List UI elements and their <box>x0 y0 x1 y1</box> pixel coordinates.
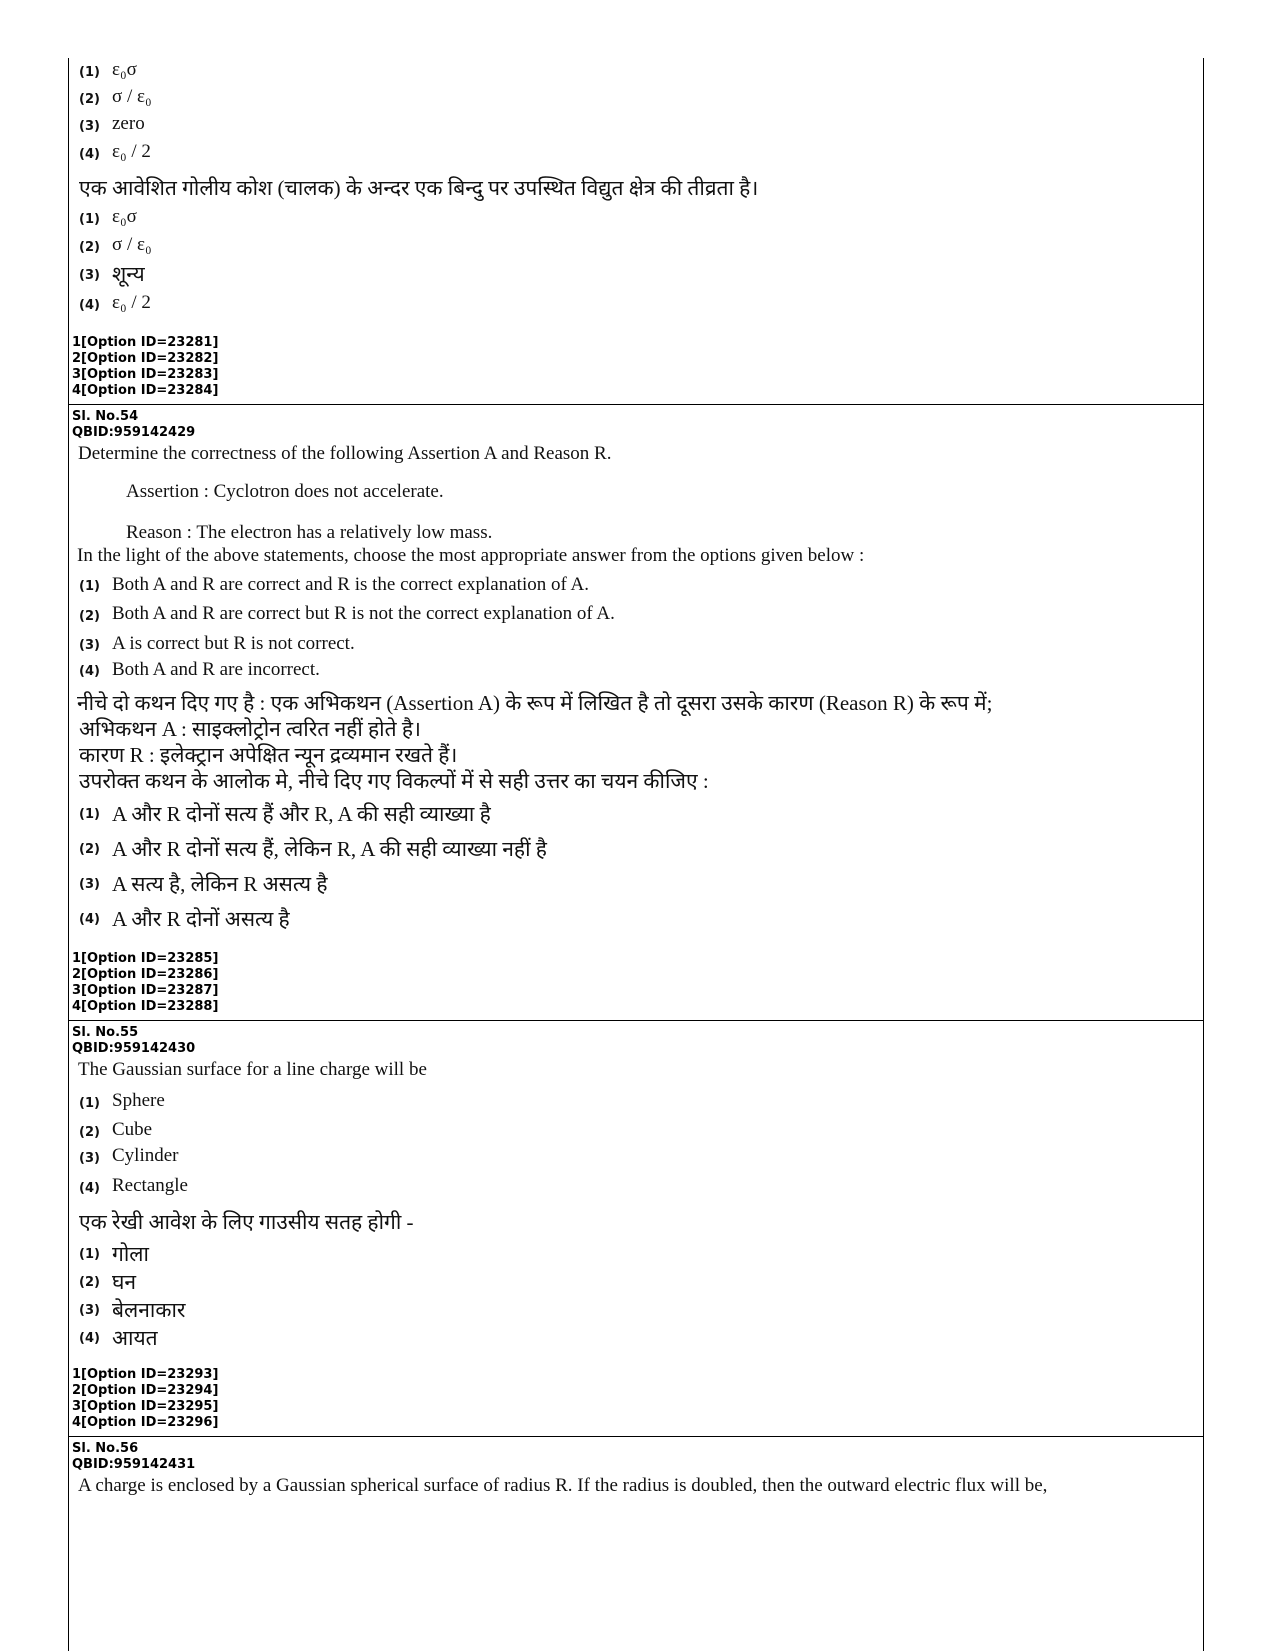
option-number: (4) <box>79 912 100 927</box>
option-number: (4) <box>79 1331 100 1346</box>
question-text-english: The Gaussian surface for a line charge will be <box>78 1059 427 1080</box>
option-text: Cube <box>112 1119 153 1140</box>
option-text: ε₀ / 2 <box>112 141 151 162</box>
option-id: 4[Option ID=23284] <box>72 383 219 398</box>
option-text: σ / ε₀ <box>112 86 152 107</box>
option-text: A और R दोनों सत्य हैं, लेकिन R, A की सही व्याख्या नहीं है <box>112 837 547 861</box>
option-text: Sphere <box>112 1090 165 1111</box>
option-text: σ / ε₀ <box>112 234 152 255</box>
option-number: (2) <box>79 92 100 107</box>
option-number: (3) <box>79 877 100 892</box>
option-id: 3[Option ID=23287] <box>72 983 219 998</box>
question-text-english: A charge is enclosed by a Gaussian spherical surface of radius R. If the radius is doubled, then the outward electric flux will be, <box>78 1475 1048 1496</box>
option-text: Rectangle <box>112 1175 188 1196</box>
option-text: zero <box>112 113 145 134</box>
intro-hindi: नीचे दो कथन दिए गए है : एक अभिकथन (Assertion A) के रूप में लिखित है तो दूसरा उसके कारण (Reason R) के रूप में; <box>77 691 993 715</box>
option-id: 2[Option ID=23282] <box>72 351 219 366</box>
assertion-hindi: अभिकथन A : साइक्लोट्रोन त्वरित नहीं होते है। <box>79 717 421 741</box>
prompt-english: In the light of the above statements, choose the most appropriate answer from the options given below : <box>77 545 865 566</box>
option-number: (4) <box>79 147 100 162</box>
option-number: (3) <box>79 268 100 283</box>
option-text: शून्य <box>112 262 145 286</box>
option-number: (4) <box>79 298 100 313</box>
question-text-english: Determine the correctness of the following Assertion A and Reason R. <box>78 443 612 464</box>
option-number: (1) <box>79 212 100 227</box>
question-id: QBID:959142430 <box>72 1041 196 1056</box>
option-text: A और R दोनों सत्य हैं और R, A की सही व्याख्या है <box>112 802 491 826</box>
option-text: Cylinder <box>112 1145 179 1166</box>
option-text: आयत <box>112 1326 158 1350</box>
option-text: Both A and R are correct and R is the correct explanation of A. <box>112 574 589 595</box>
option-text: A और R दोनों असत्य है <box>112 907 290 931</box>
option-number: (2) <box>79 1125 100 1140</box>
question-paper-page <box>68 58 1204 1651</box>
question-id: QBID:959142429 <box>72 425 196 440</box>
option-number: (2) <box>79 609 100 624</box>
question-id: QBID:959142431 <box>72 1457 196 1472</box>
section-divider <box>69 1436 1203 1437</box>
option-number: (2) <box>79 842 100 857</box>
option-id: 2[Option ID=23294] <box>72 1383 219 1398</box>
option-text: A is correct but R is not correct. <box>112 633 355 654</box>
option-number: (2) <box>79 1275 100 1290</box>
option-text: Both A and R are incorrect. <box>112 659 320 680</box>
option-number: (1) <box>79 807 100 822</box>
serial-number: Sl. No.54 <box>72 409 139 424</box>
option-text: A सत्य है, लेकिन R असत्य है <box>112 872 328 896</box>
option-number: (3) <box>79 119 100 134</box>
option-number: (3) <box>79 1303 100 1318</box>
option-text: Both A and R are correct but R is not the correct explanation of A. <box>112 603 615 624</box>
option-id: 4[Option ID=23288] <box>72 999 219 1014</box>
option-number: (3) <box>79 638 100 653</box>
reason-hindi: कारण R : इलेक्ट्रान अपेक्षित न्यून द्रव्यमान रखते हैं। <box>79 743 458 767</box>
option-number: (1) <box>79 1096 100 1111</box>
option-id: 3[Option ID=23295] <box>72 1399 219 1414</box>
option-number: (2) <box>79 240 100 255</box>
option-text: ε₀σ <box>112 206 137 227</box>
option-id: 1[Option ID=23285] <box>72 951 219 966</box>
section-divider <box>69 404 1203 405</box>
serial-number: Sl. No.56 <box>72 1441 139 1456</box>
option-id: 4[Option ID=23296] <box>72 1415 219 1430</box>
option-text: बेलनाकार <box>112 1298 186 1322</box>
option-number: (1) <box>79 1247 100 1262</box>
option-text: ε₀σ <box>112 59 137 80</box>
option-number: (4) <box>79 664 100 679</box>
serial-number: Sl. No.55 <box>72 1025 139 1040</box>
option-text: गोला <box>112 1242 149 1266</box>
option-id: 1[Option ID=23281] <box>72 335 219 350</box>
option-number: (4) <box>79 1181 100 1196</box>
prompt-hindi: उपरोक्त कथन के आलोक मे, नीचे दिए गए विकल्पों में से सही उत्तर का चयन कीजिए : <box>79 769 709 793</box>
option-number: (3) <box>79 1151 100 1166</box>
option-id: 2[Option ID=23286] <box>72 967 219 982</box>
option-number: (1) <box>79 65 100 80</box>
assertion-english: Assertion : Cyclotron does not accelerate. <box>126 481 444 502</box>
option-text: घन <box>112 1270 137 1294</box>
question-text-hindi: एक आवेशित गोलीय कोश (चालक) के अन्दर एक बिन्दु पर उपस्थित विद्युत क्षेत्र की तीव्रता है। <box>79 176 759 200</box>
question-text-hindi: एक रेखी आवेश के लिए गाउसीय सतह होगी - <box>79 1210 414 1234</box>
section-divider <box>69 1020 1203 1021</box>
option-number: (1) <box>79 579 100 594</box>
reason-english: Reason : The electron has a relatively low mass. <box>126 522 493 543</box>
option-id: 1[Option ID=23293] <box>72 1367 219 1382</box>
option-id: 3[Option ID=23283] <box>72 367 219 382</box>
option-text: ε₀ / 2 <box>112 292 151 313</box>
